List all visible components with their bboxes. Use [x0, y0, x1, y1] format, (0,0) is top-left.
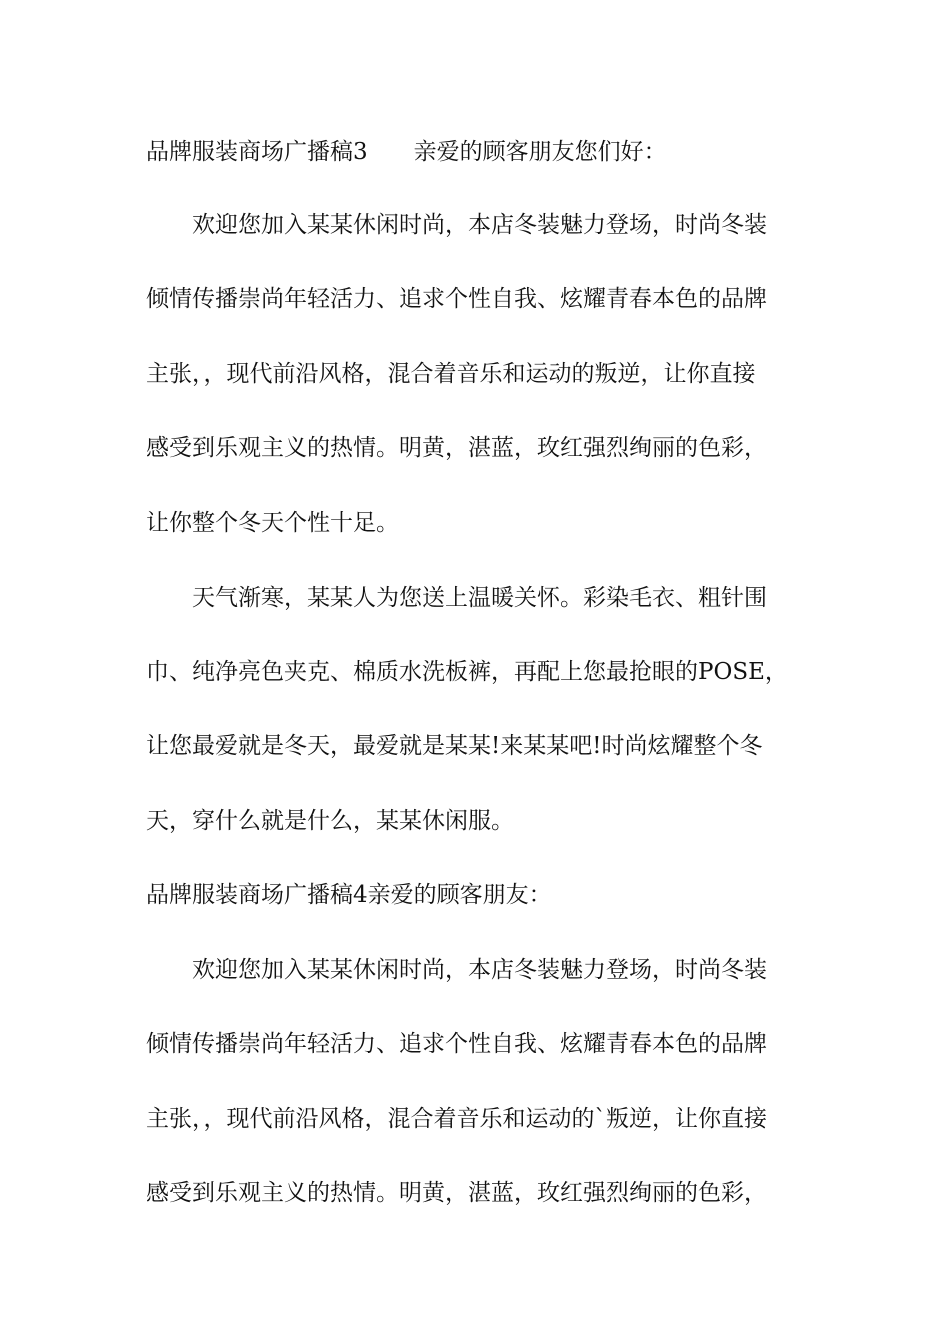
paragraph-line: 主张，，现代前沿风格，混合着音乐和运动的叛逆，让你直接	[146, 361, 756, 387]
paragraph-line: 让您最爱就是冬天，最爱就是某某!来某某吧!时尚炫耀整个冬	[146, 733, 763, 759]
paragraph-line: 倾情传播崇尚年轻活力、追求个性自我、炫耀青春本色的品牌	[146, 1031, 767, 1057]
paragraph-line: 巾、纯净亮色夹克、棉质水洗板裤，再配上您最抢眼的POSE，	[146, 659, 788, 685]
paragraph-line: 感受到乐观主义的热情。明黄，湛蓝，玫红强烈绚丽的色彩，	[146, 1180, 767, 1206]
paragraph-line: 天气渐寒，某某人为您送上温暖关怀。彩染毛衣、粗针围	[192, 585, 767, 611]
paragraph-line: 欢迎您加入某某休闲时尚，本店冬装魅力登场，时尚冬装	[192, 957, 767, 983]
paragraph-line: 让你整个冬天个性十足。	[146, 510, 399, 536]
paragraph-line: 天，穿什么就是什么，某某休闲服。	[146, 808, 514, 834]
paragraph-line: 欢迎您加入某某休闲时尚，本店冬装魅力登场，时尚冬装	[192, 212, 767, 238]
paragraph-line: 主张，，现代前沿风格，混合着音乐和运动的`叛逆，让你直接	[146, 1106, 767, 1132]
heading-broadcast-3: 品牌服装商场广播稿3 亲爱的顾客朋友您们好：	[146, 139, 667, 165]
heading-broadcast-4: 品牌服装商场广播稿4亲爱的顾客朋友：	[146, 882, 552, 908]
paragraph-line: 倾情传播崇尚年轻活力、追求个性自我、炫耀青春本色的品牌	[146, 286, 767, 312]
paragraph-line: 感受到乐观主义的热情。明黄，湛蓝，玫红强烈绚丽的色彩，	[146, 435, 767, 461]
